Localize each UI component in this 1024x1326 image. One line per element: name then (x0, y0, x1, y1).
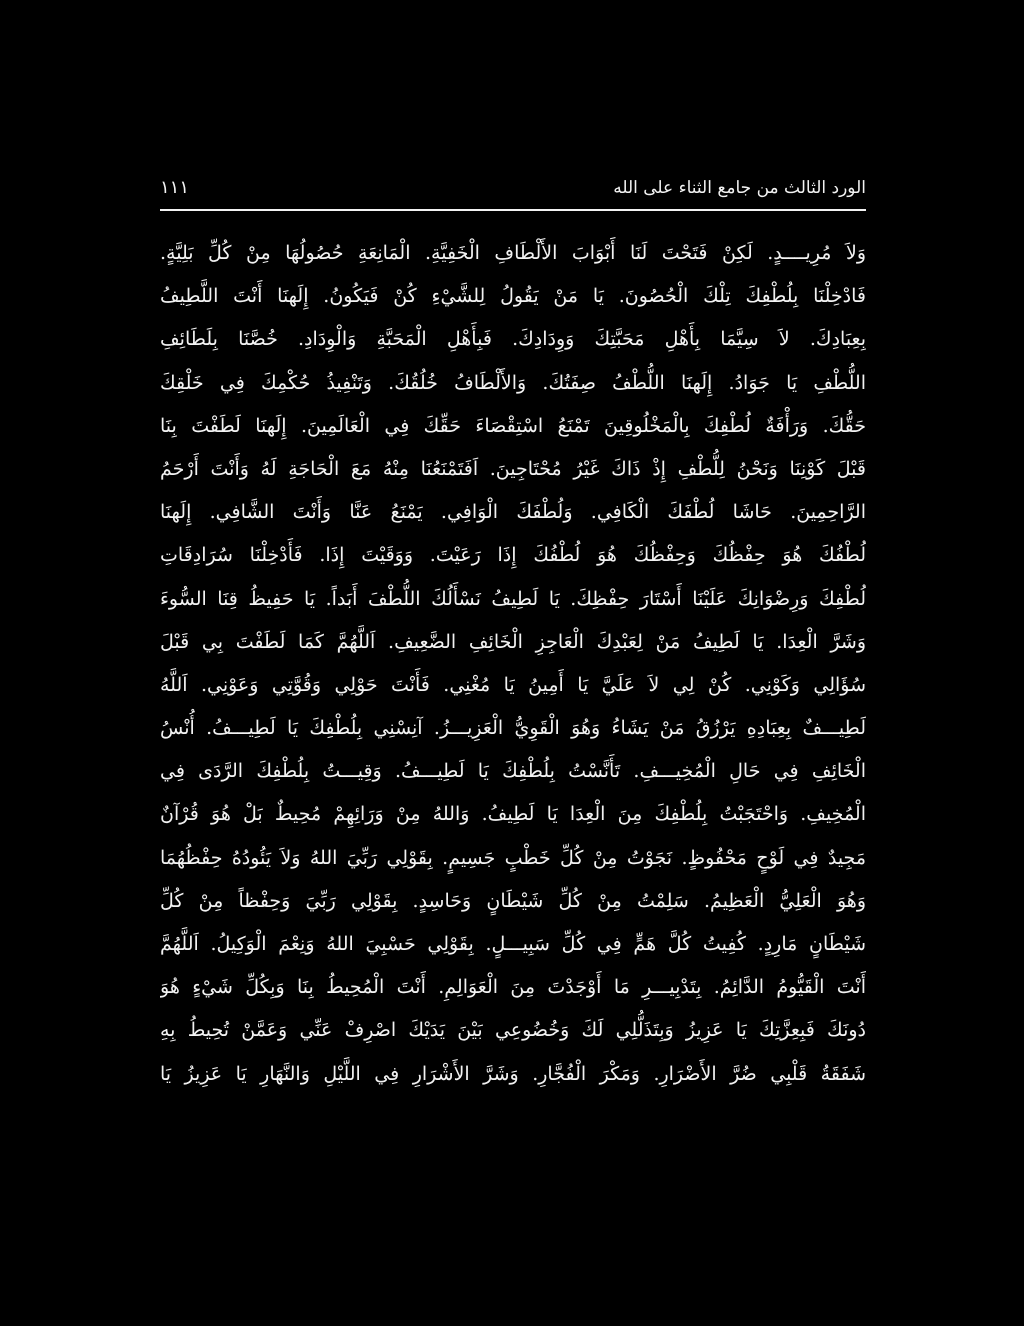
text-line: لُطْفِكَ وَرِضْوَانِكَ عَلَيْنَا أَسْتَارَ حِفْظِكَ. يَا لَطِيفُ نَسْأَلُكَ اللُّطْفَ أَبَداً. يَا حَفِيظُ قِنَا السُّوءَ (160, 587, 866, 610)
page-header (160, 172, 866, 206)
text-line: بِعِبَادِكَ. لاَ سِيَّمَا بِأَهْلِ مَحَبَّتِكَ وَوِدَادِكَ. فَبِأَهْلِ الْمَحَبَّةِ وَالْوِدَادِ. خُصَّنَا بِلَطَائِفِ (160, 328, 866, 351)
text-line: وَهُوَ الْعَلِيُّ الْعَظِيمُ. سَلِمْتُ مِنْ كُلِّ شَيْطَانٍ وَحَاسِدٍ. بِقَوْلِي رَبِّيَ وَحِفْظاً مِنْ كُلِّ (160, 889, 866, 912)
running-title: الورد الثالث من جامع الثناء على الله (613, 178, 866, 198)
text-line: أَنْتَ الْقَيُّومُ الدَّائِمُ. بِتَدْبِيـــرِ مَا أَوْجَدْتَ مِنَ الْعَوَالِمِ. أَنْتَ الْمُحِيطُ بِنَا وَبِكُلِّ شَيْءٍ هُوَ (160, 976, 866, 999)
text-line: سُؤَالِي وَكَوْنِي. كُنْ لِي لاَ عَلَيَّ يَا أَمِينُ يَا مُغْنِي. فَأَنْتَ حَوْلِي وَقُوَّتِي وَعَوْنِي. اَللَّهُ (160, 673, 866, 696)
text-line: اللُّطْفِ يَا جَوَادُ. إِلَهنَا اللُّطْفُ صِفَتُكَ. وَالأَلْطَافُ خُلُقُكَ. وَتَنْفِيذُ حُكْمِكَ فِي خَلْقِكَ (160, 371, 866, 394)
body-text (160, 232, 866, 1152)
text-line: دُونَكَ فَبِعِزَّتِكَ يَا عَزِيزُ وَبِتَذَلُّلِي لَكَ وَخُضُوعِي بَيْنَ يَدَيْكَ اصْرِفْ عَنِّي وَعَمَّنْ تُحِيطُ بِهِ (160, 1019, 866, 1042)
text-line: شَيْطَانٍ مَارِدٍ. كُفِيتُ كُلَّ هَمٍّ فِي كُلِّ سَبِيـــلٍ. بِقَوْلِي حَسْبِيَ اللهُ وَنِعْمَ الْوَكِيلُ. اَللَّهُمَّ (160, 933, 866, 955)
text-line: الْخَائِفِ فِي حَالِ الْمُخِيـــفِ. تَأَنَّسْتُ بِلُطْفِكَ يَا لَطِيـــفُ. وَقِيـــتُ بِلُطْفِكَ الرَّدَى فِي (160, 760, 866, 783)
text-line: قَبْلَ كَوْنِنَا وَنَحْنُ لِلُّطْفِ إِذْ ذَاكَ غَيْرُ مُحْتَاجِينَ. اَفَتَمْنَعُنَا مِنْهُ مَعَ الْحَاجَةِ لَهُ وَأَنْتَ أَرْحَمُ (160, 457, 866, 480)
text-line: الْمُخِيفِ. وَاحْتَجَبْتُ بِلُطْفِكَ مِنَ الْعِدَا يَا لَطِيفُ. وَاللهُ مِنْ وَرَائِهِمْ مُحِيطٌ بَلْ هُوَ قُرْآنٌ (160, 803, 866, 826)
text-line: مَجِيدٌ فِي لَوْحٍ مَحْفُوظٍ. نَجَوْتُ مِنْ كُلِّ خَطْبٍ جَسِيمٍ. بِقَوْلِي رَبِّيَ اللهُ وَلاَ يَئُودُهُ حِفْظُهُمَا (160, 846, 866, 869)
text-line: شَفَقَةُ قَلْبِي ضُرَّ الأَضْرَارِ. وَمَكْرَ الْفُجَّارِ. وَشَرَّ الأَشْرَارِ فِي اللَّيْلِ وَالنَّهَارِ يَا عَزِيزُ يَا (160, 1062, 866, 1085)
text-line: فَادْخِلْنَا بِلُطْفِكَ تِلْكَ الْحُصُونَ. يَا مَنْ يَقُولُ لِلشَّيْءِ كُنْ فَيَكُونُ. إِلَهنَا أَنْتَ اللَّطِيفُ (160, 285, 866, 308)
text-line: وَشَرَّ الْعِدَا. يَا لَطِيفُ مَنْ لِعَبْدِكَ الْعَاجِزِ الْخَائِفِ الضَّعِيفِ. اَللَّهُمَّ كَمَا لَطَفْتَ بِي قَبْلَ (160, 630, 866, 653)
text-line: وَلاَ مُرِيــــدٍ. لَكِنْ فَتَحْتَ لَنَا أَبْوَابَ الأَلْطَافِ الْخَفِيَّةِ. الْمَانِعَةِ حُصُولُهَا مِنْ كُلِّ بَلِيَّةٍ. (160, 242, 866, 264)
header-rule (160, 209, 866, 211)
text-line: حَقُّكَ. وَرَأْفَةٌ لُطْفِكَ بِالْمَخْلُوقِينَ تَمْنَعُ اسْتِقْصَاءَ حَقِّكَ فِي الْعَالَمِينَ. إِلَهنَا لَطَفْتَ بِنَا (160, 414, 866, 437)
text-line: لُطْفُكَ هُوَ حِفْظُكَ وَحِفْظُكَ هُوَ لُطْفُكَ إِذَا رَعَيْتَ. وَوَقَيْتَ إِذَا. فَأَدْخِلْنَا سُرَادِقَاتِ (160, 544, 866, 567)
page-number: ١١١ (160, 177, 190, 198)
text-line: الرَّاحِمِينَ. حَاشَا لُطْفَكَ الْكَافِي. وَلُطْفَكَ الْوَافِي. يَمْنَعُ عَنَّا وَأَنْتَ الشَّافِي. إِلَهنَا (160, 501, 866, 524)
text-line: لَطِيـــفٌ بِعِبَادِهِ يَرْزُقُ مَنْ يَشَاءُ وَهُوَ الْقَوِيُّ الْعَزِيـــزُ. آنِسْنِي بِلُطْفِكَ يَا لَطِيـــفُ. أُنْسُ (160, 717, 866, 740)
